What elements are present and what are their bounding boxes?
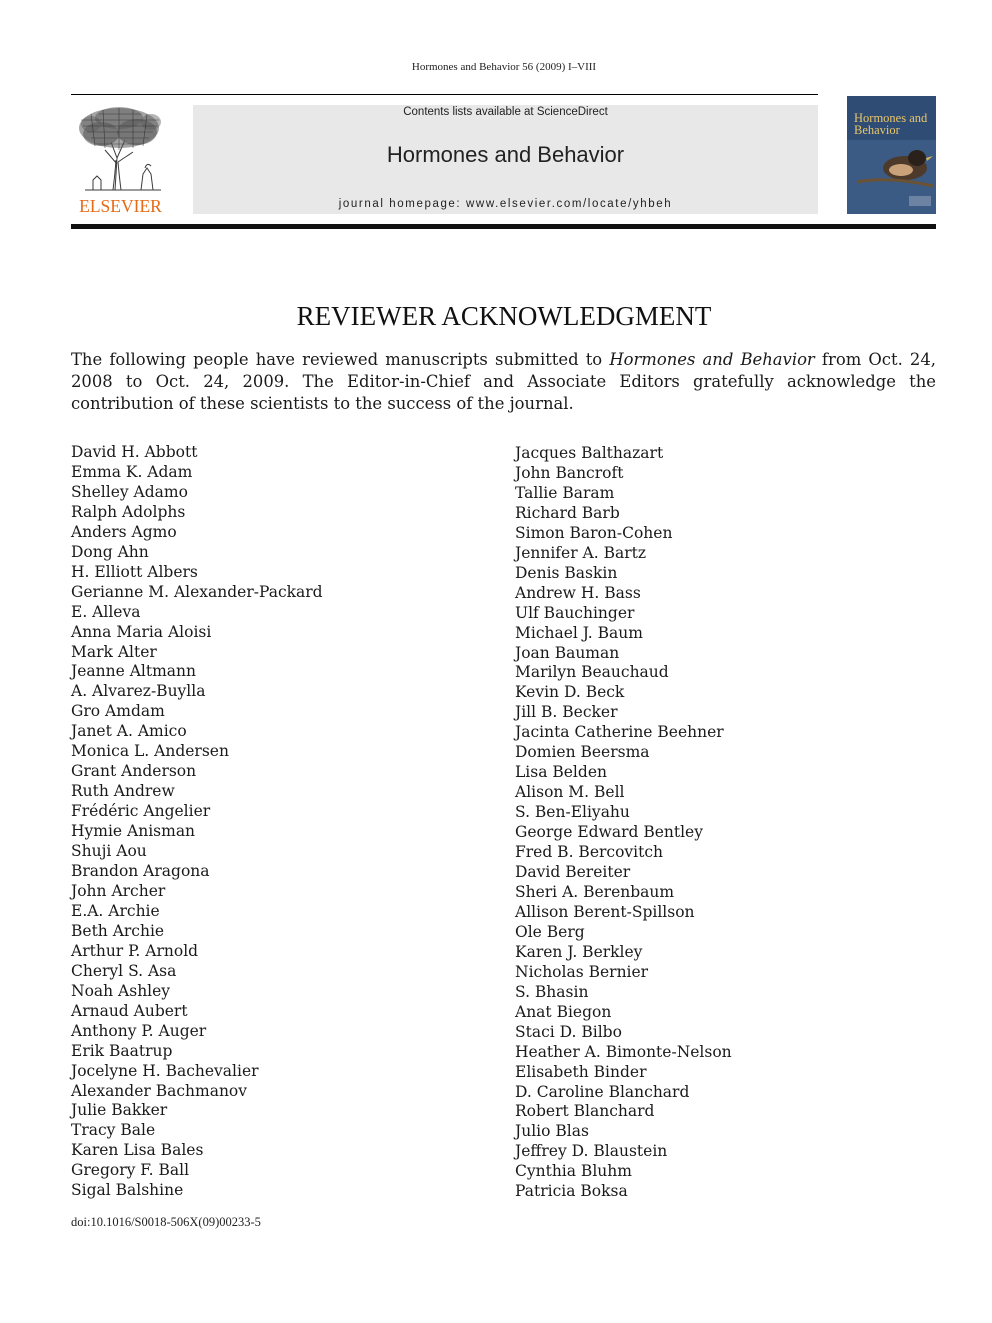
header-divider xyxy=(71,224,936,229)
reviewer-name: Andrew H. Bass xyxy=(515,583,641,602)
reviewer-list-right-column xyxy=(515,444,732,1202)
reviewer-name: Grant Anderson xyxy=(71,762,197,781)
reviewer-name: Anna Maria Aloisi xyxy=(71,622,212,641)
reviewer-name: A. Alvarez-Buylla xyxy=(71,682,206,701)
reviewer-name: John Archer xyxy=(71,881,166,900)
intro-paragraph xyxy=(71,349,936,415)
reviewer-name: Ole Berg xyxy=(515,922,585,941)
reviewer-name: George Edward Bentley xyxy=(515,823,703,842)
reviewer-name: Jeanne Altmann xyxy=(71,662,196,681)
article-title: REVIEWER ACKNOWLEDGMENT xyxy=(296,301,712,331)
top-rule xyxy=(71,94,818,95)
reviewer-name: S. Ben-Eliyahu xyxy=(515,803,630,822)
reviewer-name: Dong Ahn xyxy=(71,542,149,561)
reviewer-name: Arthur P. Arnold xyxy=(71,941,199,960)
cover-title: Hormones and Behavior xyxy=(854,111,928,137)
reviewer-name: Fred B. Bercovitch xyxy=(515,843,664,862)
reviewer-name: David H. Abbott xyxy=(71,443,198,461)
reviewer-name: Anders Agmo xyxy=(71,522,177,541)
reviewer-name: Jacinta Catherine Beehner xyxy=(515,723,724,742)
reviewer-name: Ulf Bauchinger xyxy=(515,603,635,622)
reviewer-name: Ralph Adolphs xyxy=(71,502,186,521)
reviewer-name: David Bereiter xyxy=(515,863,631,882)
doi-link[interactable]: doi:10.1016/S0018-506X(09)00233-5 xyxy=(71,1215,261,1229)
reviewer-name: E.A. Archie xyxy=(71,901,160,920)
reviewer-name: Tallie Baram xyxy=(515,483,615,502)
reviewer-name: Jill B. Becker xyxy=(515,703,618,722)
running-head: Hormones and Behavior 56 (2009) I–VIII xyxy=(411,61,597,73)
reviewer-name: E. Alleva xyxy=(71,602,141,621)
reviewer-name: Marilyn Beauchaud xyxy=(515,663,669,682)
reviewer-name: Jocelyne H. Bachevalier xyxy=(71,1061,259,1080)
reviewer-name: Alexander Bachmanov xyxy=(71,1081,248,1100)
reviewer-name: Shelley Adamo xyxy=(71,482,188,501)
reviewer-name: Sigal Balshine xyxy=(71,1181,184,1200)
reviewer-name: Emma K. Adam xyxy=(71,462,193,481)
reviewer-name: Brandon Aragona xyxy=(71,862,210,881)
reviewer-name: Ruth Andrew xyxy=(71,782,175,801)
reviewer-name: Simon Baron-Cohen xyxy=(515,523,673,542)
reviewer-name: Arnaud Aubert xyxy=(71,1001,188,1020)
reviewer-name: Michael J. Baum xyxy=(515,623,643,642)
reviewer-name: Robert Blanchard xyxy=(515,1102,655,1121)
reviewer-name: Jacques Balthazart xyxy=(515,444,664,462)
tree-emblem-icon xyxy=(71,104,170,196)
journal-cover-thumbnail xyxy=(847,96,936,214)
publisher-logo xyxy=(71,104,170,216)
reviewer-name: Karen J. Berkley xyxy=(515,942,643,961)
intro-text-after: from Oct. 24, 2008 to Oct. 24, 2009. The Editor-in-Chief and Associate Editors gratefully acknowledge the contribution of these scientists to the success of the journal. xyxy=(71,350,936,413)
reviewer-name: Frédéric Angelier xyxy=(71,802,211,821)
reviewer-name: Lisa Belden xyxy=(515,763,607,782)
reviewer-name: Mark Alter xyxy=(71,642,157,661)
intro-journal-name: Hormones and Behavior xyxy=(609,350,815,369)
reviewer-name: H. Elliott Albers xyxy=(71,562,198,581)
reviewer-name: Hymie Anisman xyxy=(71,822,196,841)
reviewer-name: Gerianne M. Alexander-Packard xyxy=(71,582,323,601)
reviewer-name: Tracy Bale xyxy=(71,1121,156,1140)
reviewer-name: Allison Berent-Spillson xyxy=(515,902,695,921)
reviewer-name: Julio Blas xyxy=(515,1122,589,1141)
reviewer-name: Heather A. Bimonte-Nelson xyxy=(515,1042,732,1061)
reviewer-name: Domien Beersma xyxy=(515,743,650,762)
reviewer-name: Noah Ashley xyxy=(71,981,171,1000)
journal-banner xyxy=(193,105,818,214)
reviewer-name: D. Caroline Blanchard xyxy=(515,1082,690,1101)
reviewer-name: Jennifer A. Bartz xyxy=(515,543,647,562)
reviewer-list-left-column xyxy=(71,443,323,1201)
reviewer-name: Nicholas Bernier xyxy=(515,962,649,981)
journal-name: Hormones and Behavior xyxy=(386,142,625,167)
reviewer-name: Joan Bauman xyxy=(515,643,620,662)
reviewer-name: Staci D. Bilbo xyxy=(515,1022,622,1041)
reviewer-name: Anat Biegon xyxy=(515,1002,612,1021)
contents-availability-link[interactable]: Contents lists available at ScienceDirect xyxy=(403,106,608,118)
reviewer-name: Anthony P. Auger xyxy=(71,1021,207,1040)
reviewer-name: Patricia Boksa xyxy=(515,1182,628,1201)
intro-text-before: The following people have reviewed manuscripts submitted to xyxy=(71,350,610,369)
reviewer-name: Elisabeth Binder xyxy=(515,1062,647,1081)
reviewer-name: Cynthia Bluhm xyxy=(515,1162,632,1181)
reviewer-name: Kevin D. Beck xyxy=(515,683,625,702)
reviewer-name: Jeffrey D. Blaustein xyxy=(515,1142,668,1161)
reviewer-name: Alison M. Bell xyxy=(515,783,625,802)
reviewer-name: Gro Amdam xyxy=(71,702,165,721)
reviewer-name: Sheri A. Berenbaum xyxy=(515,882,675,901)
reviewer-name: Cheryl S. Asa xyxy=(71,961,177,980)
reviewer-name: Janet A. Amico xyxy=(71,722,187,741)
reviewer-name: Gregory F. Ball xyxy=(71,1161,190,1180)
reviewer-name: Monica L. Andersen xyxy=(71,742,229,761)
reviewer-name: Beth Archie xyxy=(71,921,165,940)
reviewer-name: Karen Lisa Bales xyxy=(71,1141,204,1160)
reviewer-name: Richard Barb xyxy=(515,503,620,522)
journal-homepage-link[interactable]: journal homepage: www.elsevier.com/locate/yhbeh xyxy=(338,198,673,210)
reviewer-name: Erik Baatrup xyxy=(71,1041,173,1060)
publisher-name: ELSEVIER xyxy=(79,196,162,216)
reviewer-name: John Bancroft xyxy=(515,463,624,482)
reviewer-name: Denis Baskin xyxy=(515,563,618,582)
reviewer-name: Julie Bakker xyxy=(71,1101,168,1120)
reviewer-name: Shuji Aou xyxy=(71,842,147,861)
reviewer-name: S. Bhasin xyxy=(515,982,589,1001)
